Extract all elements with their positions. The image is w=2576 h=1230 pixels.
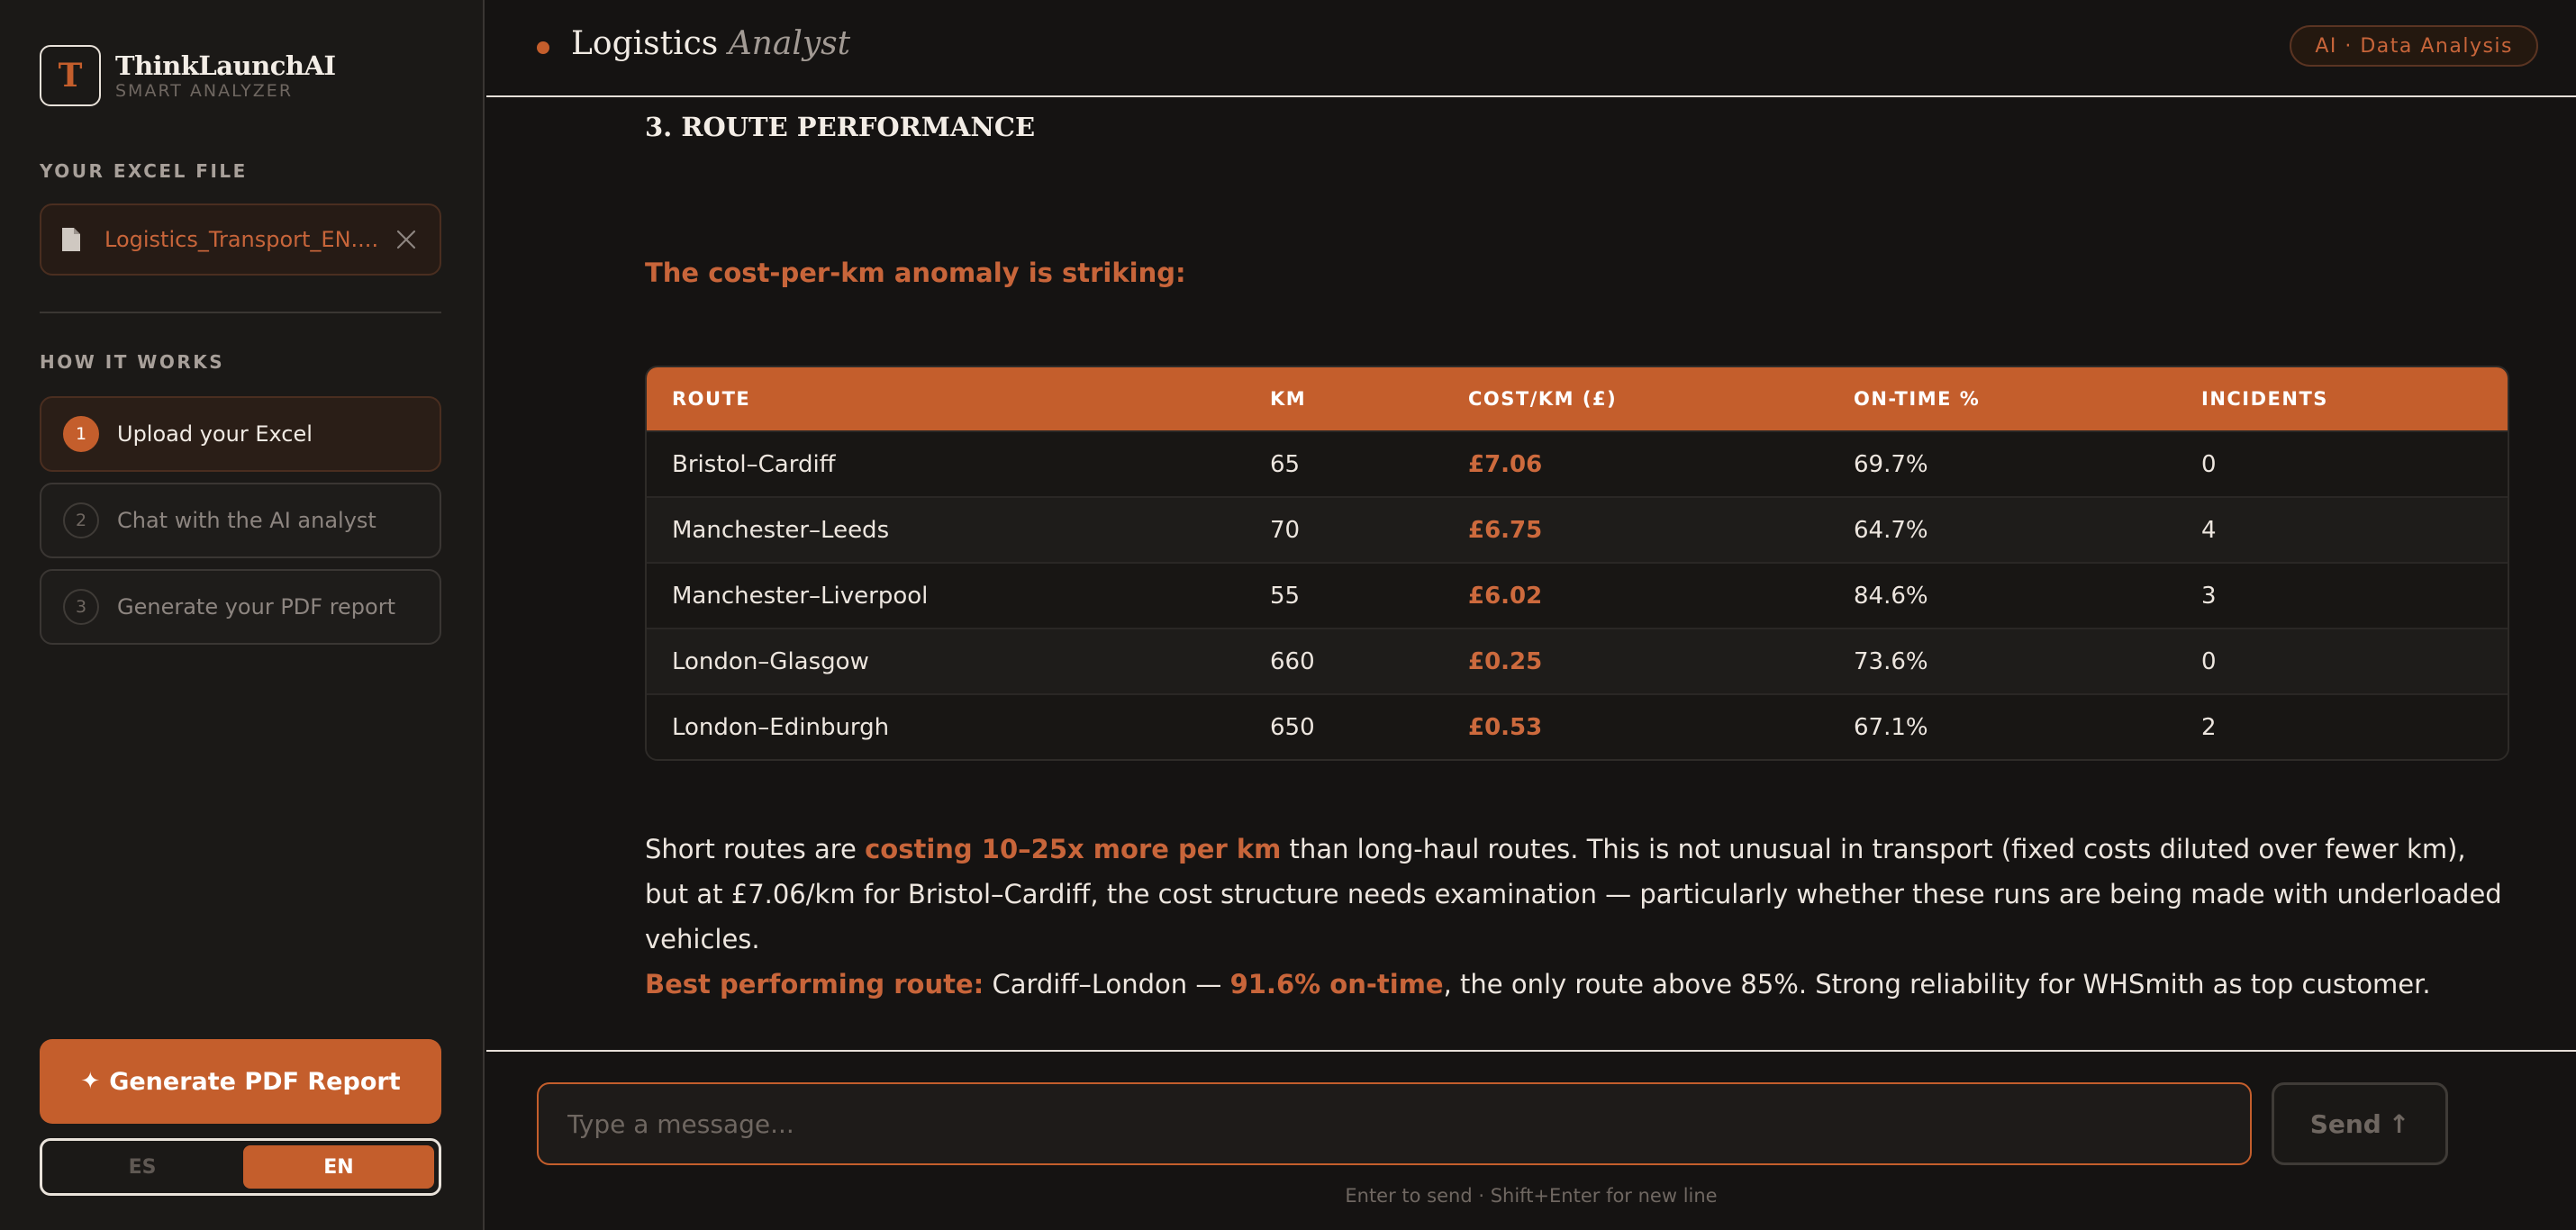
table-row (647, 693, 2508, 759)
top-bar (486, 0, 2576, 97)
generate-pdf-button[interactable] (40, 1039, 441, 1124)
chat-message-area[interactable] (486, 99, 2576, 1050)
step-chat[interactable] (40, 483, 441, 558)
sidebar (0, 0, 485, 1230)
cell-incidents: 0 (2201, 450, 2217, 478)
brand (40, 45, 336, 106)
page-title-main: Logistics (571, 25, 719, 62)
message-composer (486, 1050, 2576, 1230)
column-header-ontime: ON-TIME % (1854, 388, 1981, 410)
cell-cost: £7.06 (1468, 450, 1543, 478)
sparkle-icon: ✦ (80, 1068, 101, 1095)
cell-km: 70 (1270, 516, 1301, 544)
page-title-accent: Analyst (728, 25, 851, 62)
language-toggle (40, 1138, 441, 1196)
lead-text: The cost-per-km anomaly is striking: (645, 258, 1186, 288)
status-dot (537, 41, 549, 54)
table-row (647, 496, 2508, 562)
cell-cost: £6.75 (1468, 516, 1543, 544)
page-title (571, 25, 850, 62)
cell-ontime: 73.6% (1854, 647, 1928, 675)
cell-incidents: 0 (2201, 647, 2217, 675)
cell-incidents: 3 (2201, 582, 2217, 610)
column-header-km: KM (1270, 388, 1307, 410)
table-row (647, 628, 2508, 693)
how-it-works-label: HOW IT WORKS (40, 351, 225, 373)
step-upload[interactable] (40, 396, 441, 472)
table-header (647, 367, 2508, 430)
cell-km: 55 (1270, 582, 1301, 610)
best-route-text-end: , the only route above 85%. Strong reliability for WHSmith as top customer. (1443, 969, 2431, 999)
cell-ontime: 69.7% (1854, 450, 1928, 478)
brand-name: ThinkLaunchAI (115, 50, 336, 81)
column-header-incidents: INCIDENTS (2201, 388, 2328, 410)
cell-route: Manchester–Liverpool (672, 582, 929, 610)
file-icon (61, 227, 81, 252)
cell-ontime: 84.6% (1854, 582, 1928, 610)
remove-file-icon[interactable] (393, 226, 420, 253)
arrow-up-icon: ↑ (2388, 1108, 2410, 1139)
language-option-es[interactable]: ES (128, 1155, 157, 1179)
cell-cost: £0.25 (1468, 647, 1543, 675)
ai-badge: AI · Data Analysis (2290, 25, 2538, 67)
cell-km: 65 (1270, 450, 1301, 478)
analysis-paragraph (645, 827, 2509, 962)
cell-cost: £6.02 (1468, 582, 1543, 610)
step-label: Chat with the AI analyst (117, 508, 376, 533)
brand-subtitle: SMART ANALYZER (115, 81, 294, 101)
cell-route: London–Edinburgh (672, 713, 890, 741)
cell-route: Bristol–Cardiff (672, 450, 836, 478)
cell-km: 660 (1270, 647, 1315, 675)
step-number: 1 (63, 416, 99, 452)
analysis-text-end: than long-haul routes. This is not unusual in transport (fixed costs diluted over fewer km), but at £7.06/km for Bristol–Cardiff, the cost structure needs examination — particularly whether these runs are being made with underloaded vehicles. (645, 834, 2502, 954)
table-row (647, 562, 2508, 628)
cell-ontime: 64.7% (1854, 516, 1928, 544)
language-option-en[interactable]: EN (243, 1145, 434, 1189)
uploaded-file-chip (40, 203, 441, 276)
cell-km: 650 (1270, 713, 1315, 741)
sidebar-divider (40, 312, 441, 313)
composer-hint: Enter to send · Shift+Enter for new line (1345, 1185, 1718, 1207)
column-header-cost: COST/KM (£) (1468, 388, 1618, 410)
generate-pdf-label: Generate PDF Report (109, 1067, 401, 1096)
step-generate-report[interactable] (40, 569, 441, 645)
send-button[interactable] (2272, 1082, 2448, 1165)
cell-route: London–Glasgow (672, 647, 869, 675)
best-route-highlight: 91.6% on-time (1229, 969, 1444, 999)
best-route-paragraph (645, 962, 2509, 1007)
step-label: Generate your PDF report (117, 594, 395, 620)
message-input[interactable] (537, 1082, 2252, 1165)
section-heading: 3. ROUTE PERFORMANCE (645, 112, 1036, 142)
file-section-label: YOUR EXCEL FILE (40, 160, 248, 182)
table-row (647, 430, 2508, 496)
file-name: Logistics_Transport_EN.... (104, 227, 379, 252)
analysis-highlight: costing 10–25x more per km (865, 834, 1282, 864)
cell-route: Manchester–Leeds (672, 516, 890, 544)
cell-cost: £0.53 (1468, 713, 1543, 741)
best-route-text: Cardiff–London — (984, 969, 1230, 999)
step-number: 3 (63, 589, 99, 625)
route-performance-table (645, 366, 2509, 761)
step-label: Upload your Excel (117, 421, 313, 447)
cell-incidents: 4 (2201, 516, 2217, 544)
step-number: 2 (63, 502, 99, 538)
best-route-label: Best performing route: (645, 969, 984, 999)
analysis-text-start: Short routes are (645, 834, 866, 864)
cell-ontime: 67.1% (1854, 713, 1928, 741)
brand-logo: T (40, 45, 101, 106)
cell-incidents: 2 (2201, 713, 2217, 741)
send-label: Send (2309, 1108, 2381, 1139)
column-header-route: ROUTE (672, 388, 751, 410)
